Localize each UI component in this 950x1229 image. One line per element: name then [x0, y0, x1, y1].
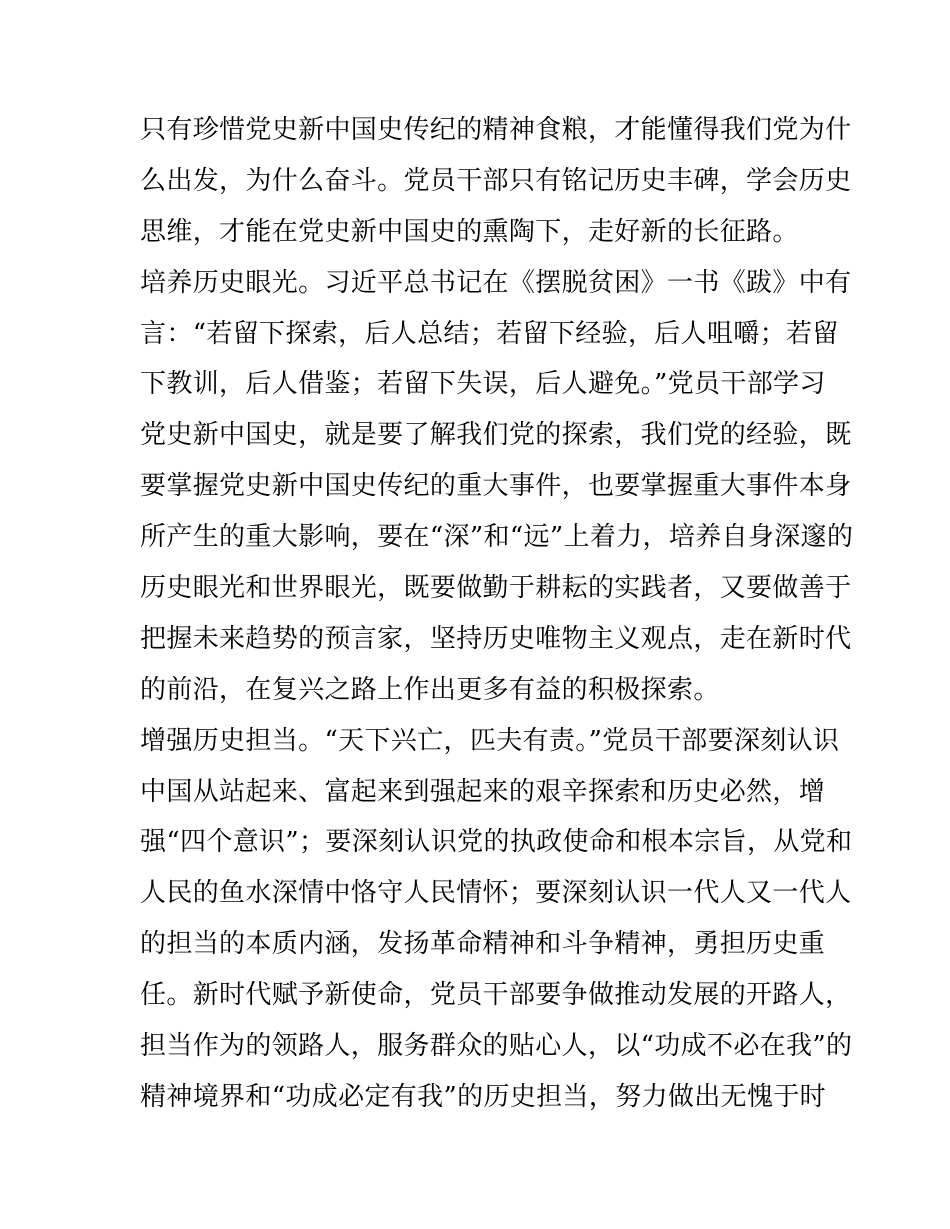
text-line: 培养历史眼光。习近平总书记在《摆脱贫困》一书《跋》中有 [140, 267, 852, 298]
text-line: 强“四个意识”；要深刻认识党的执政使命和根本宗旨，从党和 [140, 827, 853, 858]
text-line: 的前沿，在复兴之路上作出更多有益的积极探索。 [140, 674, 720, 705]
text-line: 中国从站起来、富起来到强起来的艰辛探索和历史必然，增 [140, 776, 826, 807]
text-line: 任。新时代赋予新使命，党员干部要争做推动发展的开路人， [140, 980, 852, 1011]
text-line: 只有珍惜党史新中国史传纪的精神食粮，才能懂得我们党为什 [140, 115, 852, 145]
text-line: 担当作为的领路人，服务群众的贴心人，以“功成不必在我”的 [140, 1031, 853, 1062]
text-line: 思维，才能在党史新中国史的熏陶下，走好新的长征路。 [140, 216, 799, 247]
text-line: 精神境界和“功成必定有我”的历史担当，努力做出无愧于时 [140, 1081, 827, 1112]
text-line: 党史新中国史，就是要了解我们党的探索，我们党的经验，既 [140, 420, 852, 451]
text-line: 历史眼光和世界眼光，既要做勤于耕耘的实践者，又要做善于 [140, 573, 852, 604]
text-line: 要掌握党史新中国史传纪的重大事件，也要掌握重大事件本身 [140, 471, 852, 502]
text-line: 把握未来趋势的预言家，坚持历史唯物主义观点，走在新时代 [140, 623, 852, 654]
body-text [140, 105, 854, 1123]
text-line: 言：“若留下探索，后人总结；若留下经验，后人咀嚼；若留 [140, 318, 839, 349]
text-line: 所产生的重大影响，要在“深”和“远”上着力，培养自身深邃的 [140, 522, 854, 553]
text-line: 的担当的本质内涵，发扬革命精神和斗争精神，勇担历史重 [140, 929, 826, 960]
text-line: 人民的鱼水深情中恪守人民情怀；要深刻认识一代人又一代人 [140, 878, 852, 909]
text-line: 下教训，后人借鉴；若留下失误，后人避免。”党员干部学习 [140, 369, 826, 400]
text-line: 么出发，为什么奋斗。党员干部只有铭记历史丰碑，学会历史 [140, 165, 852, 196]
text-line: 增强历史担当。“天下兴亡，匹夫有责。”党员干部要深刻认识 [140, 725, 840, 756]
